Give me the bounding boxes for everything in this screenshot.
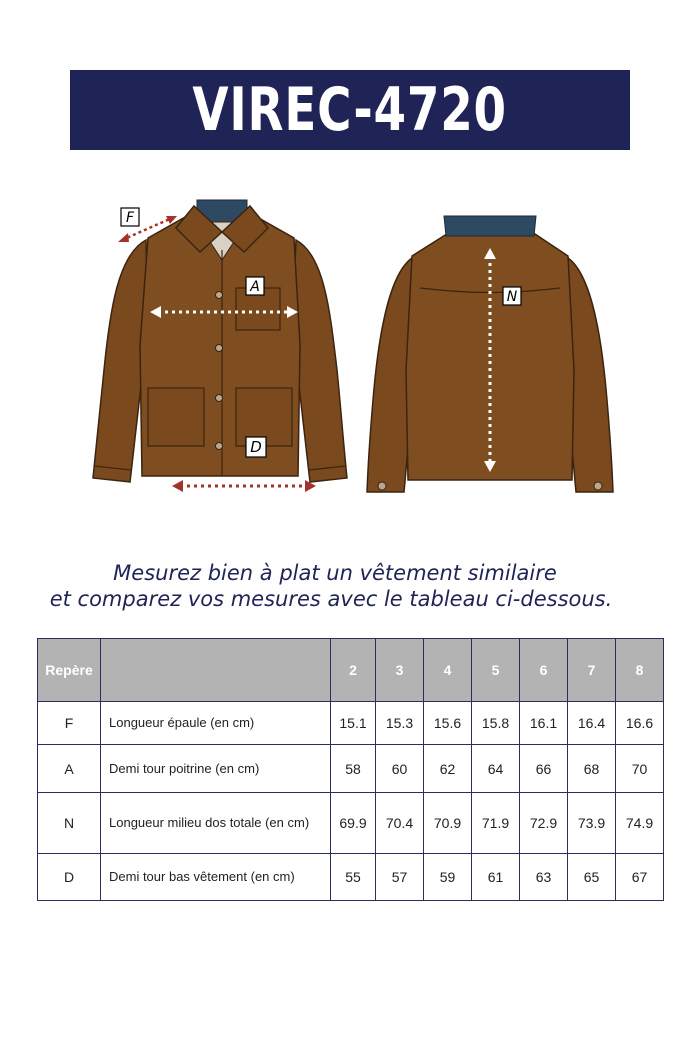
- row-value: 72.9: [520, 793, 568, 854]
- header-label: [101, 639, 331, 702]
- table-row: [38, 702, 664, 745]
- marker-D-label: D: [250, 438, 262, 456]
- row-value: 68: [568, 745, 616, 793]
- row-value: 70.4: [376, 793, 424, 854]
- table-row: [38, 745, 664, 793]
- instructions-line-1: Mesurez bien à plat un vêtement similaire: [113, 561, 557, 585]
- product-title: VIREC-4720: [192, 75, 508, 145]
- marker-N-label: N: [506, 289, 518, 305]
- row-value: 57: [376, 854, 424, 901]
- row-value: 60: [376, 745, 424, 793]
- row-value: 74.9: [616, 793, 664, 854]
- row-value: 70.9: [424, 793, 472, 854]
- jacket-illustration: [0, 170, 700, 520]
- row-value: 58: [331, 745, 376, 793]
- row-value: 64: [472, 745, 520, 793]
- title-banner: [70, 70, 630, 150]
- marker-A: [246, 277, 264, 295]
- header-size: 5: [472, 639, 520, 702]
- header-size: 6: [520, 639, 568, 702]
- row-value: 73.9: [568, 793, 616, 854]
- row-value: 15.3: [376, 702, 424, 745]
- row-value: 71.9: [472, 793, 520, 854]
- row-value: 63: [520, 854, 568, 901]
- size-chart-table: [37, 638, 664, 901]
- measure-D-arrow: [172, 480, 316, 492]
- table-row: [38, 854, 664, 901]
- header-size: 3: [376, 639, 424, 702]
- row-label: Demi tour bas vêtement (en cm): [101, 854, 331, 901]
- row-value: 15.1: [331, 702, 376, 745]
- row-value: 67: [616, 854, 664, 901]
- marker-D: [246, 437, 266, 457]
- marker-F: [121, 208, 139, 226]
- row-value: 16.4: [568, 702, 616, 745]
- row-value: 69.9: [331, 793, 376, 854]
- row-value: 15.8: [472, 702, 520, 745]
- header-repere: Repère: [38, 639, 101, 702]
- table-row: [38, 793, 664, 854]
- row-value: 59: [424, 854, 472, 901]
- header-size: 2: [331, 639, 376, 702]
- row-code: D: [38, 854, 101, 901]
- measure-instructions: [0, 560, 700, 612]
- row-code: N: [38, 793, 101, 854]
- row-value: 70: [616, 745, 664, 793]
- row-value: 66: [520, 745, 568, 793]
- header-size: 8: [616, 639, 664, 702]
- marker-A-label: A: [250, 279, 260, 295]
- row-value: 62: [424, 745, 472, 793]
- row-value: 16.1: [520, 702, 568, 745]
- table-header-row: [38, 639, 664, 702]
- row-value: 55: [331, 854, 376, 901]
- row-value: 61: [472, 854, 520, 901]
- row-label: Demi tour poitrine (en cm): [101, 745, 331, 793]
- row-label: Longueur épaule (en cm): [101, 702, 331, 745]
- header-size: 4: [424, 639, 472, 702]
- row-code: F: [38, 702, 101, 745]
- row-value: 15.6: [424, 702, 472, 745]
- row-code: A: [38, 745, 101, 793]
- marker-F-label: F: [125, 210, 135, 226]
- header-size: 7: [568, 639, 616, 702]
- instructions-line-2: et comparez vos mesures avec le tableau ci-dessous.: [49, 587, 613, 611]
- marker-N: [503, 287, 521, 305]
- row-value: 16.6: [616, 702, 664, 745]
- row-label: Longueur milieu dos totale (en cm): [101, 793, 331, 854]
- front-jacket: [93, 200, 347, 482]
- row-value: 65: [568, 854, 616, 901]
